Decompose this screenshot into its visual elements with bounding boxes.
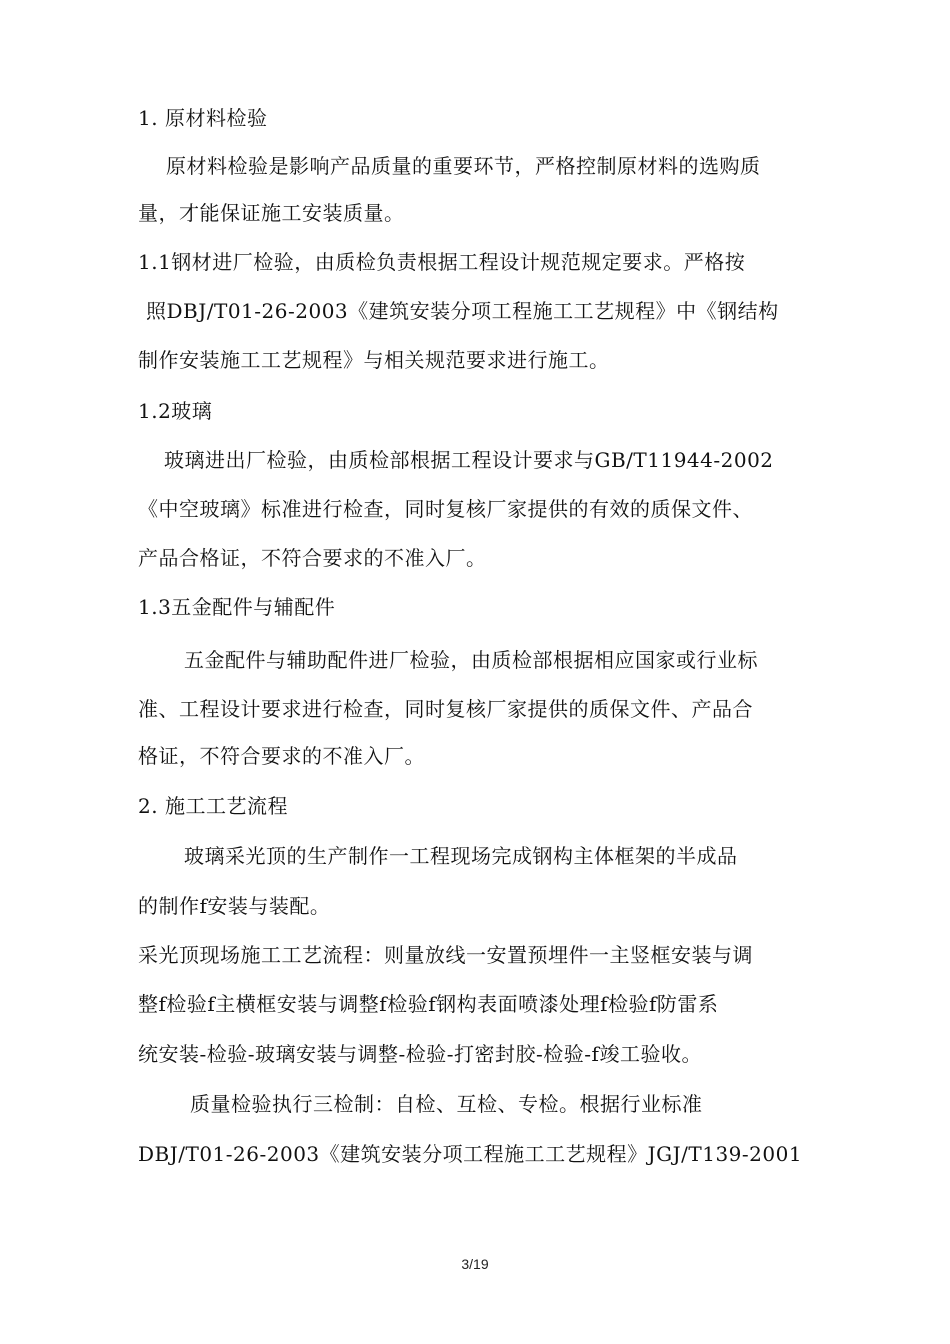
- paragraph-line: 质量检验执行三检制：自检、互检、专检。根据行业标准: [190, 1092, 703, 1116]
- page-number: 3/19: [461, 1256, 489, 1272]
- paragraph-line: 产品合格证，不符合要求的不准入厂。: [138, 546, 487, 570]
- paragraph-line: DBJ/T01-26-2003《建筑安装分项工程施工工艺规程》JGJ/T139-2001: [138, 1142, 803, 1166]
- heading-1: 1. 原材料检验: [138, 106, 268, 130]
- paragraph-line: 准、工程设计要求进行检查，同时复核厂家提供的质保文件、产品合: [138, 697, 753, 721]
- paragraph-line: 格证，不符合要求的不准入厂。: [138, 744, 425, 768]
- paragraph-line: 照DBJ/T01-26-2003《建筑安装分项工程施工工艺规程》中《钢结构: [146, 299, 779, 323]
- heading-2: 2. 施工工艺流程: [138, 794, 288, 818]
- paragraph-line: 整f检验f主横框安装与调整f检验f钢构表面喷漆处理f检验f防雷系: [138, 992, 719, 1016]
- heading-1-2: 1.2玻璃: [138, 399, 213, 423]
- paragraph-line: 玻璃进出厂检验，由质检部根据工程设计要求与GB/T11944-2002: [164, 448, 774, 472]
- paragraph-line: 量，才能保证施工安装质量。: [138, 201, 405, 225]
- paragraph-line: 采光顶现场施工工艺流程：则量放线一安置预埋件一主竖框安装与调: [138, 943, 753, 967]
- heading-1-3: 1.3五金配件与辅配件: [138, 595, 336, 619]
- paragraph-line: 的制作f安装与装配。: [138, 894, 331, 918]
- paragraph-line: 《中空玻璃》标准进行检查，同时复核厂家提供的有效的质保文件、: [138, 497, 753, 521]
- heading-1-1: 1.1钢材进厂检验，由质检负责根据工程设计规范规定要求。严格按: [138, 250, 746, 274]
- paragraph-line: 五金配件与辅助配件进厂检验，由质检部根据相应国家或行业标: [184, 648, 758, 672]
- paragraph-line: 原材料检验是影响产品质量的重要环节，严格控制原材料的选购质: [166, 154, 761, 178]
- paragraph-line: 玻璃采光顶的生产制作一工程现场完成钢构主体框架的半成品: [184, 844, 738, 868]
- paragraph-line: 制作安装施工工艺规程》与相关规范要求进行施工。: [138, 348, 610, 372]
- paragraph-line: 统安装-检验-玻璃安装与调整-检验-打密封胶-检验-f竣工验收。: [138, 1042, 702, 1066]
